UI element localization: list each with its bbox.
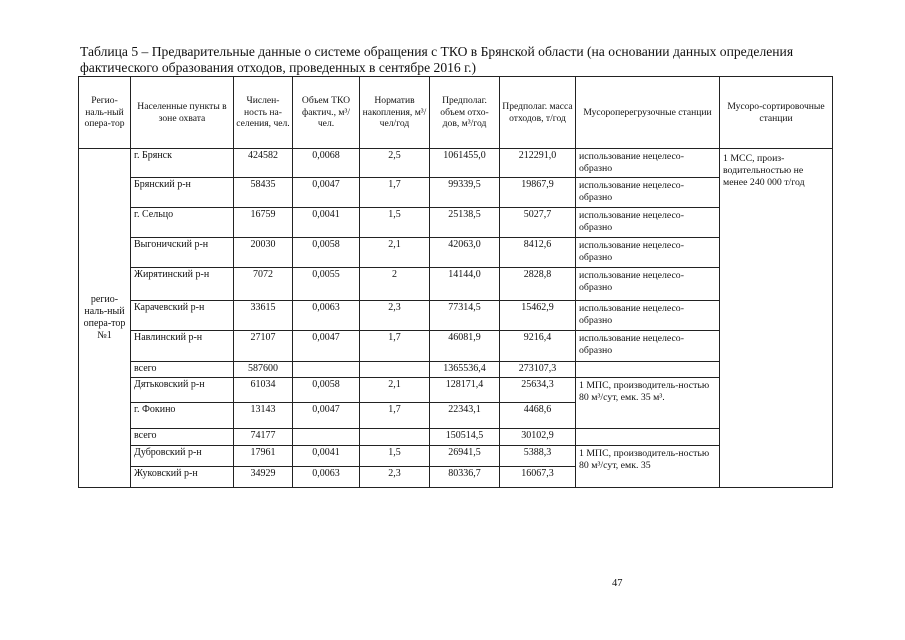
table-header-row [79, 77, 833, 149]
total-volume-value: 46081,9 [430, 331, 500, 362]
settlement-name: Карачевский р-н [131, 301, 234, 331]
population-value: 61034 [234, 378, 293, 403]
population-value: 58435 [234, 178, 293, 208]
table-row [79, 208, 833, 238]
total-mass-value: 30102,9 [500, 429, 576, 446]
volume-value: 0,0055 [293, 268, 360, 301]
transfer-station-empty [576, 429, 720, 446]
population-value: 16759 [234, 208, 293, 238]
transfer-station-note: 1 МПС, производитель-ностью 80 м³/сут, емк. 35 [576, 446, 720, 488]
settlement-name: Выгоничский р-н [131, 238, 234, 268]
volume-value: 0,0063 [293, 467, 360, 488]
waste-data-table [78, 76, 833, 488]
header-total-volume: Предполаг. объем отхо-дов, м³/год [430, 77, 500, 149]
page-number: 47 [612, 578, 623, 589]
volume-value [293, 429, 360, 446]
population-value: 33615 [234, 301, 293, 331]
total-mass-value: 2828,8 [500, 268, 576, 301]
settlement-name: г. Сельцо [131, 208, 234, 238]
table-caption: Таблица 5 – Предварительные данные о системе обращения с ТКО в Брянской области (на основании данных определения фактического образования отходов, проведенных в сентябре 2016 г.) [80, 44, 794, 75]
table-row [79, 446, 833, 467]
volume-value: 0,0047 [293, 178, 360, 208]
sorting-station-note: 1 МСС, произ-водительностью не менее 240 000 т/год [720, 149, 833, 488]
population-value: 74177 [234, 429, 293, 446]
total-volume-value: 128171,4 [430, 378, 500, 403]
norm-value: 1,7 [360, 403, 430, 429]
settlement-name: Дятьковский р-н [131, 378, 234, 403]
table-row-total [79, 429, 833, 446]
norm-value: 1,7 [360, 331, 430, 362]
population-value: 587600 [234, 362, 293, 378]
total-volume-value: 150514,5 [430, 429, 500, 446]
volume-value: 0,0047 [293, 403, 360, 429]
total-mass-value: 9216,4 [500, 331, 576, 362]
settlement-name: Дубровский р-н [131, 446, 234, 467]
total-volume-value: 77314,5 [430, 301, 500, 331]
norm-value: 1,5 [360, 208, 430, 238]
total-volume-value: 42063,0 [430, 238, 500, 268]
total-volume-value: 1365536,4 [430, 362, 500, 378]
operator-cell: регио-наль-ный опера-тор №1 [79, 149, 131, 488]
total-volume-value: 1061455,0 [430, 149, 500, 178]
table-row [79, 331, 833, 362]
total-label: всего [131, 429, 234, 446]
total-mass-value: 8412,6 [500, 238, 576, 268]
norm-value: 2,3 [360, 467, 430, 488]
header-operator: Регио-наль-ный опера-тор [79, 77, 131, 149]
transfer-station-note: использование нецелесо-образно [576, 238, 720, 268]
norm-value: 1,5 [360, 446, 430, 467]
transfer-station-note: использование нецелесо-образно [576, 208, 720, 238]
total-mass-value: 5388,3 [500, 446, 576, 467]
volume-value: 0,0063 [293, 301, 360, 331]
volume-value: 0,0047 [293, 331, 360, 362]
total-volume-value: 99339,5 [430, 178, 500, 208]
volume-value: 0,0058 [293, 238, 360, 268]
header-norm: Норматив накопления, м³/чел/год [360, 77, 430, 149]
header-volume: Объем ТКО фактич., м³/чел. [293, 77, 360, 149]
total-mass-value: 4468,6 [500, 403, 576, 429]
volume-value [293, 362, 360, 378]
norm-value: 2,3 [360, 301, 430, 331]
table-row [79, 268, 833, 301]
total-mass-value: 25634,3 [500, 378, 576, 403]
settlement-name: Жуковский р-н [131, 467, 234, 488]
transfer-station-note: 1 МПС, производитель-ностью 80 м³/сут, емк. 35 м³. [576, 378, 720, 429]
population-value: 7072 [234, 268, 293, 301]
table-row [79, 238, 833, 268]
norm-value [360, 429, 430, 446]
header-settlements: Населенные пункты в зоне охвата [131, 77, 234, 149]
population-value: 20030 [234, 238, 293, 268]
volume-value: 0,0068 [293, 149, 360, 178]
total-mass-value: 273107,3 [500, 362, 576, 378]
total-volume-value: 14144,0 [430, 268, 500, 301]
norm-value: 2,5 [360, 149, 430, 178]
transfer-station-note: использование нецелесо-образно [576, 149, 720, 178]
norm-value [360, 362, 430, 378]
total-mass-value: 15462,9 [500, 301, 576, 331]
transfer-station-note: использование нецелесо-образно [576, 331, 720, 362]
norm-value: 2 [360, 268, 430, 301]
total-volume-value: 80336,7 [430, 467, 500, 488]
transfer-station-empty [576, 362, 720, 378]
settlement-name: г. Брянск [131, 149, 234, 178]
total-volume-value: 22343,1 [430, 403, 500, 429]
transfer-station-note: использование нецелесо-образно [576, 268, 720, 301]
total-label: всего [131, 362, 234, 378]
settlement-name: Брянский р-н [131, 178, 234, 208]
total-mass-value: 16067,3 [500, 467, 576, 488]
volume-value: 0,0041 [293, 446, 360, 467]
population-value: 13143 [234, 403, 293, 429]
settlement-name: Навлинский р-н [131, 331, 234, 362]
table-row-total [79, 362, 833, 378]
total-mass-value: 212291,0 [500, 149, 576, 178]
transfer-station-note: использование нецелесо-образно [576, 178, 720, 208]
table-row [79, 301, 833, 331]
settlement-name: Жирятинский р-н [131, 268, 234, 301]
norm-value: 1,7 [360, 178, 430, 208]
population-value: 27107 [234, 331, 293, 362]
header-sorting-stations: Мусоро-сортировочные станции [720, 77, 833, 149]
total-mass-value: 5027,7 [500, 208, 576, 238]
population-value: 424582 [234, 149, 293, 178]
population-value: 34929 [234, 467, 293, 488]
header-total-mass: Предполаг. масса отходов, т/год [500, 77, 576, 149]
header-transfer-stations: Мусороперегрузочные станции [576, 77, 720, 149]
table-row [79, 149, 833, 178]
table-row [79, 178, 833, 208]
table-row [79, 378, 833, 403]
transfer-station-note: использование нецелесо-образно [576, 301, 720, 331]
total-mass-value: 19867,9 [500, 178, 576, 208]
norm-value: 2,1 [360, 378, 430, 403]
volume-value: 0,0041 [293, 208, 360, 238]
population-value: 17961 [234, 446, 293, 467]
settlement-name: г. Фокино [131, 403, 234, 429]
total-volume-value: 25138,5 [430, 208, 500, 238]
total-volume-value: 26941,5 [430, 446, 500, 467]
header-population: Числен-ность на-селения, чел. [234, 77, 293, 149]
volume-value: 0,0058 [293, 378, 360, 403]
norm-value: 2,1 [360, 238, 430, 268]
